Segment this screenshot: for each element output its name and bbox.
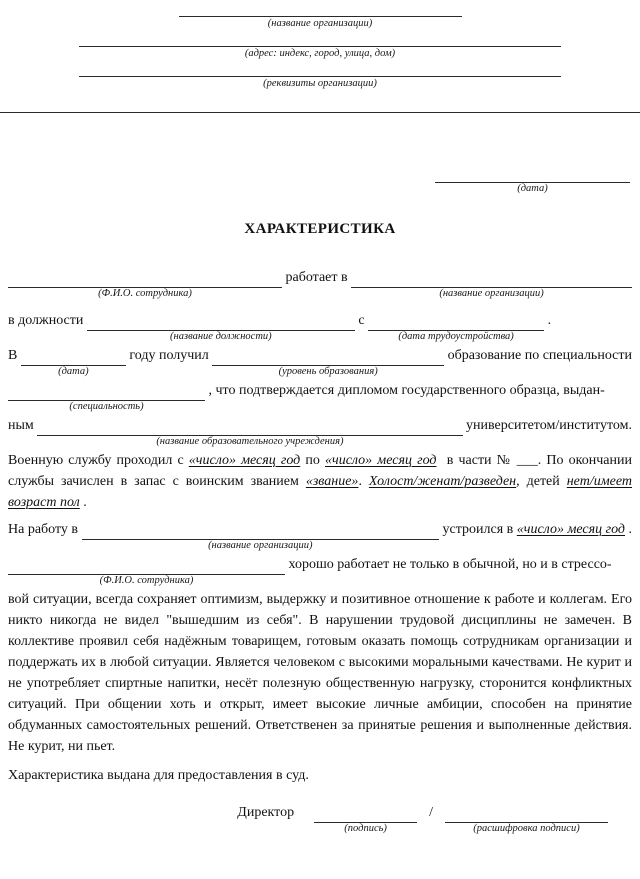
military-text-3: в части № ___. По окончании службы зачислен в запас с воинским званием xyxy=(8,453,636,489)
signature-name-fill-line xyxy=(445,808,608,834)
specialty-line xyxy=(8,380,632,412)
military-rank-placeholder: «звание» xyxy=(305,474,359,489)
new-job-prefix: На работу в xyxy=(8,522,82,537)
military-text-1: Военную службу проходил с xyxy=(8,453,189,468)
works-at-text: работает в xyxy=(282,270,352,285)
signature-caption: (подпись) xyxy=(344,823,387,834)
institution-fill-line xyxy=(37,421,462,447)
purpose-line: Характеристика выдана для предоставления в суд. xyxy=(8,768,309,783)
horizontal-divider xyxy=(0,112,640,113)
military-text-7: . xyxy=(79,495,87,510)
employee-name-fill-line xyxy=(8,273,282,299)
organization-fill-line xyxy=(351,273,632,299)
address-fill-line xyxy=(79,32,561,47)
military-text-2: по xyxy=(300,453,326,468)
in-year-text: В xyxy=(8,348,21,363)
education-year-fill-line xyxy=(21,351,126,377)
requisites-fill-line xyxy=(79,62,561,77)
performance-name-caption: (Ф.И.О. сотрудника) xyxy=(99,575,194,586)
specialty-caption: (специальность) xyxy=(69,401,144,412)
requisites-caption: (реквизиты организации) xyxy=(263,78,377,89)
performance-first-line xyxy=(8,554,632,586)
issued-by-text: ным xyxy=(8,418,38,433)
date-fill-line xyxy=(435,168,630,194)
director-label: Директор xyxy=(237,805,295,820)
position-caption: (название должности) xyxy=(170,331,272,342)
position-line xyxy=(8,310,632,342)
employee-name-caption: (Ф.И.О. сотрудника) xyxy=(98,288,192,299)
education-level-fill-line xyxy=(212,351,444,377)
signature-separator: / xyxy=(429,805,433,820)
education-level-caption: (уровень образования) xyxy=(278,366,378,377)
position-line-period: . xyxy=(544,313,552,328)
by-specialty-text: образование по специальности xyxy=(444,348,632,363)
document-title: ХАРАКТЕРИСТИКА xyxy=(244,221,396,237)
military-text-5: , детей xyxy=(516,474,567,489)
hire-date-caption: (дата трудоустройства) xyxy=(398,331,514,342)
org-name-caption: (название организации) xyxy=(267,18,373,29)
institution-line xyxy=(8,415,632,447)
received-text: году получил xyxy=(125,348,213,363)
new-job-period: . xyxy=(625,522,632,537)
military-date-to: «число» месяц год xyxy=(325,453,437,468)
military-text-4: . xyxy=(358,474,369,489)
joined-date-placeholder: «число» месяц год xyxy=(516,522,625,537)
date-caption: (дата) xyxy=(517,183,548,194)
diploma-confirm-text: , что подтверждается дипломом государственного образца, выдан- xyxy=(205,383,605,398)
children-placeholder: нет/имеет xyxy=(566,474,632,489)
university-text: университетом/институтом. xyxy=(462,418,632,433)
education-year-line xyxy=(8,345,632,377)
military-date-from: «число» месяц год xyxy=(188,453,301,468)
org-name-fill-line xyxy=(179,2,462,17)
signature-fill-line xyxy=(314,808,417,834)
new-job-line xyxy=(8,519,632,551)
hire-date-fill-line xyxy=(368,316,544,342)
military-service-paragraph xyxy=(8,450,636,513)
military-text-6 xyxy=(632,474,636,489)
signature-name-caption: (расшифровка подписи) xyxy=(473,823,580,834)
letterhead xyxy=(8,2,632,92)
performance-body-text: вой ситуации, всегда сохраняет оптимизм, выдержку и позитивное отношение к работе и коллегам. Его никто никогда не видел "вышедшим из себя". В нарушении трудовой дисциплины не замечен. В коллективе проявил себя надёжным товарищем, готовым оказать помощь сотрудникам организации и поддержать их в любой ситуации. Является человеком с высокими моральными качествами. Не курит и не употребляет спиртные напитки, несёт полезную общественную нагрузку, сторонится конфликтных ситуаций. При общении хоть и открыт, имеет высокие личные амбиции, способен на принятие обдуманных самостоятельных решений. Ответственен за принятые решения и выполненные действия. Не курит, ни пьет. xyxy=(8,592,636,754)
date-row xyxy=(8,168,632,194)
education-year-caption: (дата) xyxy=(58,366,89,377)
institution-caption: (название образовательного учреждения) xyxy=(156,436,344,447)
address-caption: (адрес: индекс, город, улица, дом) xyxy=(244,48,396,59)
position-fill-line xyxy=(87,316,355,342)
new-job-org-fill-line xyxy=(82,525,440,551)
children-age-sex-placeholder: возраст пол xyxy=(8,495,80,510)
signature-row xyxy=(8,802,632,834)
position-label: в должности xyxy=(8,313,87,328)
specialty-fill-line xyxy=(8,386,205,412)
performance-first-line-text: хорошо работает не только в обычной, но и в стрессо- xyxy=(285,557,612,572)
new-job-org-caption: (название организации) xyxy=(208,540,313,551)
performance-paragraph xyxy=(8,589,636,757)
performance-name-fill-line xyxy=(8,560,285,586)
organization-caption: (название организации) xyxy=(439,288,544,299)
marital-status-placeholder: Холост/женат/разведен xyxy=(368,474,517,489)
employee-works-line xyxy=(8,267,632,299)
since-text: с xyxy=(354,313,369,328)
joined-text: устроился в xyxy=(439,522,517,537)
